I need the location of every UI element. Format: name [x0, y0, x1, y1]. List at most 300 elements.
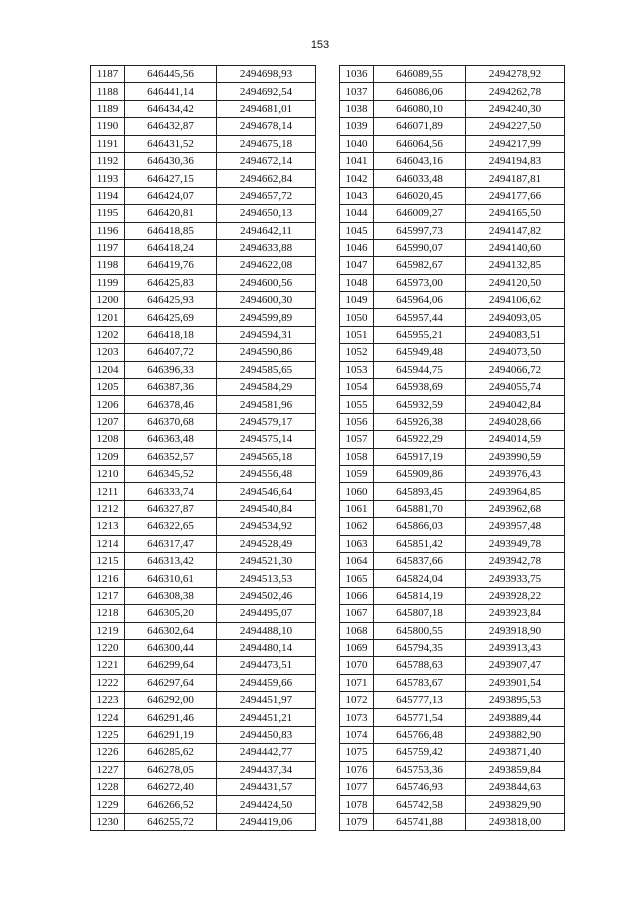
- x-coordinate-cell: 645742,58: [374, 796, 466, 813]
- y-coordinate-cell: 2493918,90: [466, 622, 565, 639]
- x-coordinate-cell: 646425,83: [125, 274, 217, 291]
- point-number-cell: 1187: [91, 66, 125, 83]
- x-coordinate-cell: 645964,06: [374, 292, 466, 309]
- point-number-cell: 1043: [340, 187, 374, 204]
- table-row: [91, 779, 316, 796]
- table-row: [91, 657, 316, 674]
- point-number-cell: 1225: [91, 726, 125, 743]
- x-coordinate-cell: 646431,52: [125, 135, 217, 152]
- point-number-cell: 1217: [91, 587, 125, 604]
- point-number-cell: 1071: [340, 674, 374, 691]
- x-coordinate-cell: 646418,24: [125, 239, 217, 256]
- y-coordinate-cell: 2494240,30: [466, 100, 565, 117]
- y-coordinate-cell: 2494459,66: [217, 674, 316, 691]
- y-coordinate-cell: 2493895,53: [466, 692, 565, 709]
- y-coordinate-cell: 2494488,10: [217, 622, 316, 639]
- x-coordinate-cell: 645955,21: [374, 326, 466, 343]
- point-number-cell: 1210: [91, 465, 125, 482]
- y-coordinate-cell: 2493859,84: [466, 761, 565, 778]
- point-number-cell: 1218: [91, 605, 125, 622]
- y-coordinate-cell: 2494502,46: [217, 587, 316, 604]
- y-coordinate-cell: 2493907,47: [466, 657, 565, 674]
- point-number-cell: 1072: [340, 692, 374, 709]
- x-coordinate-cell: 646441,14: [125, 83, 217, 100]
- y-coordinate-cell: 2494194,83: [466, 152, 565, 169]
- y-coordinate-cell: 2494534,92: [217, 518, 316, 535]
- x-coordinate-cell: 646299,64: [125, 657, 217, 674]
- y-coordinate-cell: 2494132,85: [466, 257, 565, 274]
- y-coordinate-cell: 2494451,97: [217, 692, 316, 709]
- y-coordinate-cell: 2494546,64: [217, 483, 316, 500]
- table-row: [340, 674, 565, 691]
- x-coordinate-cell: 645917,19: [374, 448, 466, 465]
- x-coordinate-cell: 646322,65: [125, 518, 217, 535]
- point-number-cell: 1224: [91, 709, 125, 726]
- table-row: [91, 344, 316, 361]
- x-coordinate-cell: 645746,93: [374, 779, 466, 796]
- table-row: [91, 274, 316, 291]
- point-number-cell: 1065: [340, 570, 374, 587]
- y-coordinate-cell: 2494662,84: [217, 170, 316, 187]
- table-row: [340, 779, 565, 796]
- point-number-cell: 1038: [340, 100, 374, 117]
- x-coordinate-cell: 646345,52: [125, 465, 217, 482]
- point-number-cell: 1059: [340, 465, 374, 482]
- point-number-cell: 1208: [91, 431, 125, 448]
- y-coordinate-cell: 2494042,84: [466, 396, 565, 413]
- y-coordinate-cell: 2494187,81: [466, 170, 565, 187]
- point-number-cell: 1070: [340, 657, 374, 674]
- x-coordinate-cell: 646292,00: [125, 692, 217, 709]
- x-coordinate-cell: 646255,72: [125, 813, 217, 830]
- y-coordinate-cell: 2494014,59: [466, 431, 565, 448]
- point-number-cell: 1195: [91, 205, 125, 222]
- x-coordinate-cell: 646418,85: [125, 222, 217, 239]
- point-number-cell: 1198: [91, 257, 125, 274]
- x-coordinate-cell: 646020,45: [374, 187, 466, 204]
- table-row: [340, 83, 565, 100]
- y-coordinate-cell: 2493818,00: [466, 813, 565, 830]
- y-coordinate-cell: 2494066,72: [466, 361, 565, 378]
- table-row: [91, 813, 316, 830]
- point-number-cell: 1199: [91, 274, 125, 291]
- x-coordinate-cell: 646313,42: [125, 552, 217, 569]
- point-number-cell: 1207: [91, 413, 125, 430]
- x-coordinate-cell: 646430,36: [125, 152, 217, 169]
- y-coordinate-cell: 2494140,60: [466, 239, 565, 256]
- table-row: [91, 674, 316, 691]
- point-number-cell: 1052: [340, 344, 374, 361]
- x-coordinate-cell: 646425,93: [125, 292, 217, 309]
- point-number-cell: 1226: [91, 744, 125, 761]
- y-coordinate-cell: 2493871,40: [466, 744, 565, 761]
- y-coordinate-cell: 2494106,62: [466, 292, 565, 309]
- y-coordinate-cell: 2494419,06: [217, 813, 316, 830]
- table-row: [340, 726, 565, 743]
- y-coordinate-cell: 2493923,84: [466, 605, 565, 622]
- point-number-cell: 1042: [340, 170, 374, 187]
- x-coordinate-cell: 645944,75: [374, 361, 466, 378]
- x-coordinate-cell: 645866,03: [374, 518, 466, 535]
- x-coordinate-cell: 646285,62: [125, 744, 217, 761]
- y-coordinate-cell: 2494165,50: [466, 205, 565, 222]
- y-coordinate-cell: 2493964,85: [466, 483, 565, 500]
- point-number-cell: 1219: [91, 622, 125, 639]
- x-coordinate-cell: 646086,06: [374, 83, 466, 100]
- y-coordinate-cell: 2493942,78: [466, 552, 565, 569]
- x-coordinate-cell: 645997,73: [374, 222, 466, 239]
- table-row: [340, 535, 565, 552]
- x-coordinate-cell: 645893,45: [374, 483, 466, 500]
- y-coordinate-cell: 2494657,72: [217, 187, 316, 204]
- table-row: [91, 726, 316, 743]
- table-row: [91, 552, 316, 569]
- y-coordinate-cell: 2494513,53: [217, 570, 316, 587]
- x-coordinate-cell: 645777,13: [374, 692, 466, 709]
- y-coordinate-cell: 2493913,43: [466, 639, 565, 656]
- point-number-cell: 1216: [91, 570, 125, 587]
- point-number-cell: 1227: [91, 761, 125, 778]
- x-coordinate-cell: 646418,18: [125, 326, 217, 343]
- x-coordinate-cell: 646308,38: [125, 587, 217, 604]
- table-row: [91, 465, 316, 482]
- table-body: [91, 66, 316, 831]
- point-number-cell: 1220: [91, 639, 125, 656]
- table-row: [91, 483, 316, 500]
- point-number-cell: 1194: [91, 187, 125, 204]
- page-number: 153: [310, 39, 330, 51]
- y-coordinate-cell: 2493844,63: [466, 779, 565, 796]
- point-number-cell: 1060: [340, 483, 374, 500]
- y-coordinate-cell: 2494028,66: [466, 413, 565, 430]
- x-coordinate-cell: 645807,18: [374, 605, 466, 622]
- y-coordinate-cell: 2494590,86: [217, 344, 316, 361]
- y-coordinate-cell: 2494083,51: [466, 326, 565, 343]
- x-coordinate-cell: 646352,57: [125, 448, 217, 465]
- table-row: [340, 292, 565, 309]
- y-coordinate-cell: 2493829,90: [466, 796, 565, 813]
- y-coordinate-cell: 2494675,18: [217, 135, 316, 152]
- y-coordinate-cell: 2494581,96: [217, 396, 316, 413]
- x-coordinate-cell: 646425,69: [125, 309, 217, 326]
- table-row: [340, 500, 565, 517]
- point-number-cell: 1047: [340, 257, 374, 274]
- table-row: [91, 135, 316, 152]
- point-number-cell: 1037: [340, 83, 374, 100]
- table-row: [91, 535, 316, 552]
- point-number-cell: 1062: [340, 518, 374, 535]
- y-coordinate-cell: 2494579,17: [217, 413, 316, 430]
- point-number-cell: 1206: [91, 396, 125, 413]
- table-row: [91, 170, 316, 187]
- table-row: [340, 222, 565, 239]
- x-coordinate-cell: 645800,55: [374, 622, 466, 639]
- table-row: [91, 622, 316, 639]
- point-number-cell: 1202: [91, 326, 125, 343]
- y-coordinate-cell: 2493901,54: [466, 674, 565, 691]
- x-coordinate-cell: 646419,76: [125, 257, 217, 274]
- x-coordinate-cell: 646310,61: [125, 570, 217, 587]
- point-number-cell: 1197: [91, 239, 125, 256]
- x-coordinate-cell: 646305,20: [125, 605, 217, 622]
- table-row: [340, 448, 565, 465]
- table-row: [340, 135, 565, 152]
- table-row: [340, 552, 565, 569]
- point-number-cell: 1228: [91, 779, 125, 796]
- point-number-cell: 1053: [340, 361, 374, 378]
- table-row: [91, 639, 316, 656]
- x-coordinate-cell: 645938,69: [374, 379, 466, 396]
- point-number-cell: 1221: [91, 657, 125, 674]
- x-coordinate-cell: 646445,56: [125, 66, 217, 83]
- coordinates-table-right: [339, 65, 565, 831]
- point-number-cell: 1040: [340, 135, 374, 152]
- x-coordinate-cell: 646363,48: [125, 431, 217, 448]
- point-number-cell: 1051: [340, 326, 374, 343]
- table-row: [340, 657, 565, 674]
- point-number-cell: 1044: [340, 205, 374, 222]
- table-row: [340, 170, 565, 187]
- point-number-cell: 1190: [91, 118, 125, 135]
- point-number-cell: 1063: [340, 535, 374, 552]
- table-row: [340, 257, 565, 274]
- point-number-cell: 1056: [340, 413, 374, 430]
- point-number-cell: 1079: [340, 813, 374, 830]
- point-number-cell: 1193: [91, 170, 125, 187]
- table-row: [91, 518, 316, 535]
- x-coordinate-cell: 645788,63: [374, 657, 466, 674]
- y-coordinate-cell: 2493882,90: [466, 726, 565, 743]
- y-coordinate-cell: 2494217,99: [466, 135, 565, 152]
- table-row: [340, 326, 565, 343]
- x-coordinate-cell: 645741,88: [374, 813, 466, 830]
- table-row: [340, 431, 565, 448]
- table-row: [340, 361, 565, 378]
- coordinates-table-left: [90, 65, 316, 831]
- y-coordinate-cell: 2494528,49: [217, 535, 316, 552]
- y-coordinate-cell: 2494594,31: [217, 326, 316, 343]
- y-coordinate-cell: 2494556,48: [217, 465, 316, 482]
- point-number-cell: 1061: [340, 500, 374, 517]
- y-coordinate-cell: 2494672,14: [217, 152, 316, 169]
- point-number-cell: 1039: [340, 118, 374, 135]
- x-coordinate-cell: 646300,44: [125, 639, 217, 656]
- x-coordinate-cell: 646427,15: [125, 170, 217, 187]
- x-coordinate-cell: 645909,86: [374, 465, 466, 482]
- x-coordinate-cell: 646089,55: [374, 66, 466, 83]
- y-coordinate-cell: 2494565,18: [217, 448, 316, 465]
- x-coordinate-cell: 645926,38: [374, 413, 466, 430]
- table-row: [91, 326, 316, 343]
- table-row: [91, 709, 316, 726]
- y-coordinate-cell: 2493990,59: [466, 448, 565, 465]
- y-coordinate-cell: 2494450,83: [217, 726, 316, 743]
- y-coordinate-cell: 2494431,57: [217, 779, 316, 796]
- table-row: [91, 431, 316, 448]
- x-coordinate-cell: 646009,27: [374, 205, 466, 222]
- x-coordinate-cell: 646302,64: [125, 622, 217, 639]
- x-coordinate-cell: 646420,81: [125, 205, 217, 222]
- point-number-cell: 1213: [91, 518, 125, 535]
- x-coordinate-cell: 646370,68: [125, 413, 217, 430]
- y-coordinate-cell: 2494584,29: [217, 379, 316, 396]
- table-row: [91, 222, 316, 239]
- table-row: [340, 187, 565, 204]
- table-row: [340, 413, 565, 430]
- y-coordinate-cell: 2494093,05: [466, 309, 565, 326]
- table-row: [340, 344, 565, 361]
- y-coordinate-cell: 2494585,65: [217, 361, 316, 378]
- x-coordinate-cell: 645766,48: [374, 726, 466, 743]
- table-row: [91, 570, 316, 587]
- y-coordinate-cell: 2494622,08: [217, 257, 316, 274]
- point-number-cell: 1049: [340, 292, 374, 309]
- table-row: [91, 587, 316, 604]
- point-number-cell: 1076: [340, 761, 374, 778]
- point-number-cell: 1222: [91, 674, 125, 691]
- point-number-cell: 1048: [340, 274, 374, 291]
- x-coordinate-cell: 646278,05: [125, 761, 217, 778]
- point-number-cell: 1189: [91, 100, 125, 117]
- y-coordinate-cell: 2494633,88: [217, 239, 316, 256]
- x-coordinate-cell: 646434,42: [125, 100, 217, 117]
- table-row: [91, 413, 316, 430]
- point-number-cell: 1214: [91, 535, 125, 552]
- table-row: [340, 274, 565, 291]
- x-coordinate-cell: 646033,48: [374, 170, 466, 187]
- table-row: [340, 396, 565, 413]
- y-coordinate-cell: 2494451,21: [217, 709, 316, 726]
- x-coordinate-cell: 645814,19: [374, 587, 466, 604]
- table-row: [340, 692, 565, 709]
- point-number-cell: 1067: [340, 605, 374, 622]
- x-coordinate-cell: 646317,47: [125, 535, 217, 552]
- point-number-cell: 1054: [340, 379, 374, 396]
- x-coordinate-cell: 645973,00: [374, 274, 466, 291]
- y-coordinate-cell: 2494437,34: [217, 761, 316, 778]
- table-row: [91, 257, 316, 274]
- point-number-cell: 1057: [340, 431, 374, 448]
- y-coordinate-cell: 2494521,30: [217, 552, 316, 569]
- table-row: [340, 309, 565, 326]
- table-row: [91, 83, 316, 100]
- point-number-cell: 1188: [91, 83, 125, 100]
- table-row: [340, 709, 565, 726]
- table-row: [91, 396, 316, 413]
- table-row: [340, 100, 565, 117]
- x-coordinate-cell: 646424,07: [125, 187, 217, 204]
- table-row: [91, 309, 316, 326]
- table-row: [340, 518, 565, 535]
- table-row: [340, 622, 565, 639]
- y-coordinate-cell: 2494227,50: [466, 118, 565, 135]
- x-coordinate-cell: 645957,44: [374, 309, 466, 326]
- x-coordinate-cell: 645783,67: [374, 674, 466, 691]
- point-number-cell: 1192: [91, 152, 125, 169]
- point-number-cell: 1191: [91, 135, 125, 152]
- table-row: [340, 587, 565, 604]
- point-number-cell: 1058: [340, 448, 374, 465]
- table-row: [340, 639, 565, 656]
- x-coordinate-cell: 646266,52: [125, 796, 217, 813]
- table-row: [340, 813, 565, 830]
- y-coordinate-cell: 2494177,66: [466, 187, 565, 204]
- table-row: [91, 187, 316, 204]
- y-coordinate-cell: 2494278,92: [466, 66, 565, 83]
- y-coordinate-cell: 2494599,89: [217, 309, 316, 326]
- point-number-cell: 1041: [340, 152, 374, 169]
- point-number-cell: 1215: [91, 552, 125, 569]
- x-coordinate-cell: 645949,48: [374, 344, 466, 361]
- x-coordinate-cell: 646297,64: [125, 674, 217, 691]
- table-row: [340, 465, 565, 482]
- point-number-cell: 1229: [91, 796, 125, 813]
- x-coordinate-cell: 646327,87: [125, 500, 217, 517]
- x-coordinate-cell: 646291,19: [125, 726, 217, 743]
- point-number-cell: 1078: [340, 796, 374, 813]
- point-number-cell: 1230: [91, 813, 125, 830]
- y-coordinate-cell: 2493957,48: [466, 518, 565, 535]
- table-row: [91, 448, 316, 465]
- y-coordinate-cell: 2494120,50: [466, 274, 565, 291]
- table-row: [340, 152, 565, 169]
- y-coordinate-cell: 2494495,07: [217, 605, 316, 622]
- table-row: [91, 100, 316, 117]
- y-coordinate-cell: 2494650,13: [217, 205, 316, 222]
- point-number-cell: 1066: [340, 587, 374, 604]
- x-coordinate-cell: 645932,59: [374, 396, 466, 413]
- table-row: [340, 570, 565, 587]
- point-number-cell: 1205: [91, 379, 125, 396]
- table-row: [340, 605, 565, 622]
- y-coordinate-cell: 2493949,78: [466, 535, 565, 552]
- table-row: [91, 152, 316, 169]
- table-row: [340, 205, 565, 222]
- point-number-cell: 1203: [91, 344, 125, 361]
- y-coordinate-cell: 2494575,14: [217, 431, 316, 448]
- y-coordinate-cell: 2494480,14: [217, 639, 316, 656]
- table-row: [91, 379, 316, 396]
- table-row: [340, 796, 565, 813]
- x-coordinate-cell: 645990,07: [374, 239, 466, 256]
- y-coordinate-cell: 2494424,50: [217, 796, 316, 813]
- y-coordinate-cell: 2493976,43: [466, 465, 565, 482]
- y-coordinate-cell: 2494600,56: [217, 274, 316, 291]
- table-row: [340, 761, 565, 778]
- x-coordinate-cell: 646080,10: [374, 100, 466, 117]
- point-number-cell: 1212: [91, 500, 125, 517]
- x-coordinate-cell: 646407,72: [125, 344, 217, 361]
- x-coordinate-cell: 646043,16: [374, 152, 466, 169]
- y-coordinate-cell: 2493933,75: [466, 570, 565, 587]
- point-number-cell: 1073: [340, 709, 374, 726]
- y-coordinate-cell: 2494642,11: [217, 222, 316, 239]
- x-coordinate-cell: 645922,29: [374, 431, 466, 448]
- table-row: [91, 239, 316, 256]
- x-coordinate-cell: 646396,33: [125, 361, 217, 378]
- point-number-cell: 1045: [340, 222, 374, 239]
- y-coordinate-cell: 2494473,51: [217, 657, 316, 674]
- x-coordinate-cell: 645794,35: [374, 639, 466, 656]
- point-number-cell: 1046: [340, 239, 374, 256]
- y-coordinate-cell: 2493928,22: [466, 587, 565, 604]
- x-coordinate-cell: 646387,36: [125, 379, 217, 396]
- x-coordinate-cell: 645982,67: [374, 257, 466, 274]
- x-coordinate-cell: 646291,46: [125, 709, 217, 726]
- x-coordinate-cell: 645881,70: [374, 500, 466, 517]
- y-coordinate-cell: 2494600,30: [217, 292, 316, 309]
- x-coordinate-cell: 646333,74: [125, 483, 217, 500]
